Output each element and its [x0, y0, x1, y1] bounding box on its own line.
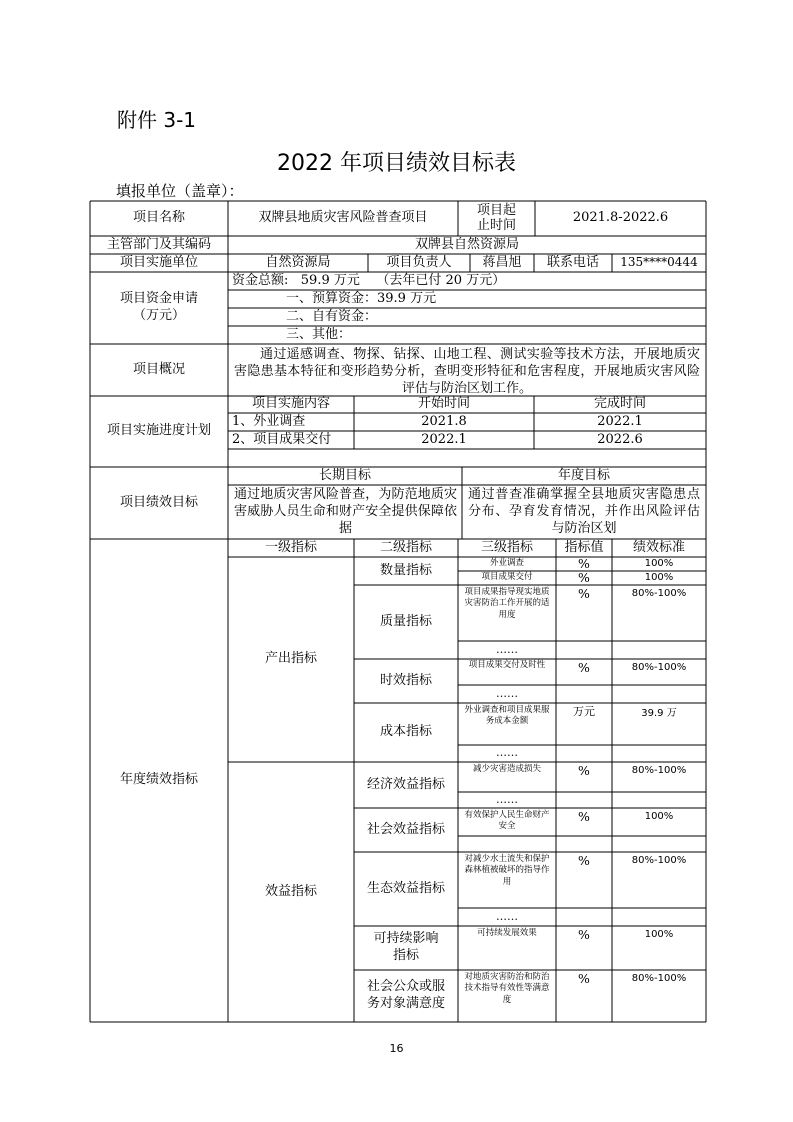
g1-standard: 80%-100%: [631, 855, 687, 866]
sustain-indicator-label: 可持续影响 指标: [373, 931, 439, 963]
ecology-indicator-label: 生态效益指标: [366, 880, 445, 896]
e1-value: %: [578, 763, 590, 778]
phone-label: 联系电话: [546, 254, 599, 270]
t-more: ……: [496, 686, 518, 700]
funds-other: 三、其他：: [286, 326, 352, 342]
project-name-label: 项目名称: [132, 210, 185, 226]
schedule-row-2-start: 2022.1: [421, 431, 467, 447]
s1-value: %: [578, 809, 590, 824]
schedule-row-1-end: 2022.1: [597, 413, 643, 429]
funds-own: 二、自有资金：: [286, 308, 378, 324]
indicators-header-level3: 三级指标: [480, 539, 533, 555]
t1-text: 项目成果交付及时性: [468, 660, 546, 670]
page-title: 2022 年项目绩效目标表: [277, 151, 516, 176]
leader-label: 项目负责人: [386, 254, 452, 270]
dept-label: 主管部门及其编码: [106, 236, 211, 252]
indicators-header-level1: 一级指标: [264, 539, 317, 555]
cost-indicator-label: 成本指标: [379, 724, 432, 740]
g-more: ……: [496, 909, 518, 923]
schedule-header-end: 完成时间: [593, 396, 646, 412]
dept-value: 双牌县自然资源局: [414, 236, 519, 252]
output-indicators-label: 产出指标: [264, 651, 317, 667]
page-number: 16: [389, 1042, 404, 1055]
funds-total: 资金总额: 59.9 万元 （去年已付 20 万元）: [232, 272, 506, 288]
goals-year-text: 通过普查准确掌握全县地质灾害隐患点分布、孕育发育情况，并作出风险评估与防治区划: [468, 487, 700, 536]
schedule-row-1-start: 2021.8: [421, 413, 467, 429]
unit-label: 项目实施单位: [119, 254, 198, 270]
funds-label: 项目资金申请 （万元）: [119, 291, 198, 323]
indicators-header-level2: 二级指标: [379, 539, 432, 555]
overview-label: 项目概况: [132, 361, 185, 377]
social-indicator-label: 社会效益指标: [366, 821, 445, 837]
unit-value: 自然资源局: [265, 254, 331, 270]
c1-text: 外业调查和项目成果服务成本金额: [464, 705, 550, 727]
m1-standard: 80%-100%: [631, 973, 687, 984]
goals-label: 项目绩效目标: [119, 494, 198, 510]
e-more: ……: [496, 792, 518, 806]
q2-text: 项目成果交付: [481, 572, 533, 583]
s1-standard: 100%: [644, 811, 674, 822]
q2-standard: 100%: [644, 572, 674, 584]
schedule-header-start: 开始时间: [417, 396, 470, 412]
u1-text: 可持续发展效果: [477, 928, 537, 938]
m1-text: 对地质灾害防治和防治技术指导有效性等满意度: [464, 972, 550, 1005]
g1-value: %: [578, 853, 590, 868]
schedule-row-2-content: 2、项目成果交付: [232, 431, 332, 447]
goals-header-long: 长期目标: [318, 467, 371, 483]
u1-standard: 100%: [644, 929, 674, 940]
benefit-indicators-label: 效益指标: [264, 883, 317, 899]
goals-long-text: 通过地质灾害风险普查，为防范地质灾害威胁人员生命和财产安全提供保障依据: [234, 487, 457, 536]
quality-indicator-label: 质量指标: [379, 613, 432, 629]
schedule-header-content: 项目实施内容: [251, 396, 330, 412]
m1-value: %: [578, 971, 590, 986]
ql-more: ……: [496, 642, 518, 656]
t1-value: %: [578, 660, 590, 675]
attachment-label: 附件 3-1: [117, 108, 197, 132]
satisfaction-indicator-label: 社会公众或服 务对象满意度: [366, 979, 445, 1011]
q1-standard: 100%: [644, 558, 674, 570]
e1-standard: 80%-100%: [631, 765, 687, 776]
q1-text: 外业调查: [489, 558, 524, 569]
overview-text: 通过遥感调查、物探、钻探、山地工程、测试实验等技术方法，开展地质灾害隐患基本特征和变形趋势分析，查明变形特征和危害程度，开展地质灾害风险评估与防治区划工作。: [234, 347, 700, 396]
project-period-label: 项目起 止时间: [476, 202, 516, 233]
g1-text: 对减少水土流失和保护森林植被破坏的指导作用: [464, 854, 550, 887]
leader-value: 蒋昌旭: [482, 254, 522, 270]
schedule-label: 项目实施进度计划: [106, 423, 211, 439]
c-more: ……: [496, 746, 518, 760]
t1-standard: 80%-100%: [631, 662, 687, 673]
q1-value: %: [578, 557, 590, 571]
phone-value: 135****0444: [620, 255, 698, 270]
u1-value: %: [578, 927, 590, 942]
filler-unit-label: 填报单位（盖章）：: [116, 182, 244, 200]
quantity-indicator-label: 数量指标: [379, 562, 432, 578]
ql1-value: %: [578, 586, 590, 601]
schedule-row-2-end: 2022.6: [597, 431, 643, 447]
q2-value: %: [578, 571, 590, 585]
project-period-value: 2021.8-2022.6: [572, 210, 669, 226]
c1-standard: 39.9 万: [641, 708, 677, 719]
economic-indicator-label: 经济效益指标: [366, 776, 445, 792]
ql1-standard: 80%-100%: [631, 588, 687, 599]
indicators-header-value: 指标值: [564, 539, 604, 555]
schedule-row-1-content: 1、外业调查: [232, 413, 306, 429]
ql1-text: 项目成果指导现实地质灾害防治工作开展的适用度: [464, 587, 550, 620]
funds-budget: 一、预算资金：39.9 万元: [286, 290, 437, 306]
indicators-header-standard: 绩效标准: [632, 539, 685, 555]
timeliness-indicator-label: 时效指标: [379, 672, 432, 688]
s1-text: 有效保护人民生命财产安全: [464, 810, 550, 832]
indicators-label: 年度绩效指标: [119, 772, 198, 788]
project-name-value: 双牌县地质灾害风险普查项目: [258, 210, 428, 226]
goals-header-year: 年度目标: [557, 467, 610, 483]
c1-value: 万元: [573, 705, 595, 718]
e1-text: 减少灾害造成损失: [472, 764, 541, 774]
